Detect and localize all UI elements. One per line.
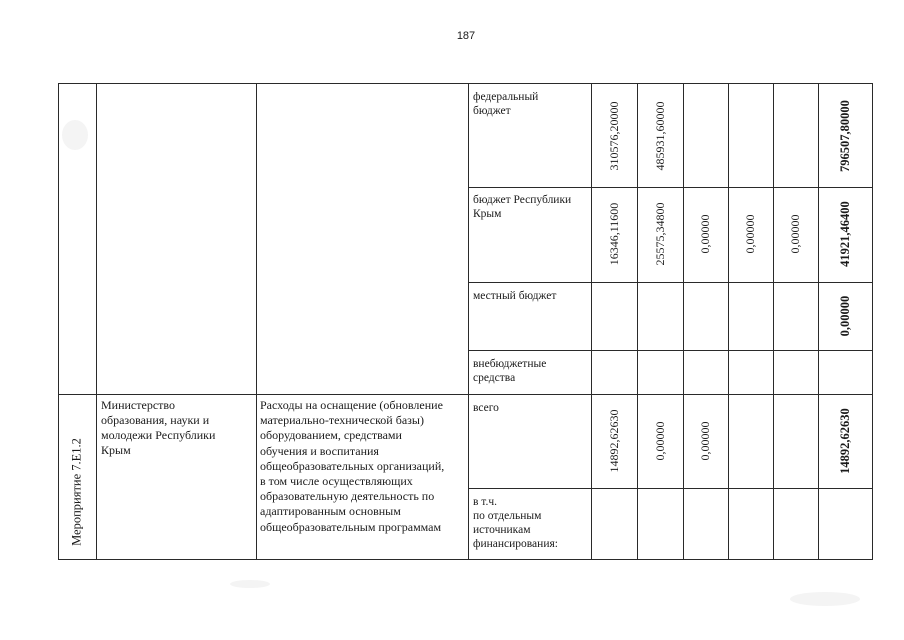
source-republic-budget: бюджет Республики Крым bbox=[473, 194, 572, 220]
column-divider bbox=[468, 83, 469, 560]
scan-smudge bbox=[62, 120, 88, 150]
total-value-1: 14892,62630 bbox=[607, 409, 621, 473]
row-divider bbox=[468, 350, 873, 351]
federal-total: 796507,80000 bbox=[838, 100, 852, 172]
column-divider bbox=[256, 83, 257, 560]
measure-description: Расходы на оснащение (обновление материально-технической базы) оборудованием, средствами обучения и воспитания общеобразовательных организаций, в том числе осуществляющих образовательную деятельность по адаптированным основным общеобразовательным программам bbox=[260, 398, 445, 534]
row-divider-measure bbox=[58, 394, 873, 395]
source-including: в т.ч. по отдельным источникам финансирования: bbox=[473, 496, 558, 550]
measure-executor: Министерство образования, науки и молодежи Республики Крым bbox=[101, 398, 216, 457]
scan-smudge bbox=[230, 580, 270, 588]
column-divider bbox=[773, 83, 774, 560]
total-total: 14892,62630 bbox=[838, 408, 852, 474]
table-border-left bbox=[58, 83, 59, 560]
federal-value-1: 310576,20000 bbox=[607, 101, 621, 171]
source-federal-budget: федеральный бюджет bbox=[473, 91, 539, 117]
source-local-budget: местный бюджет bbox=[473, 290, 557, 302]
republic-value-4: 0,00000 bbox=[743, 214, 757, 254]
republic-value-3: 0,00000 bbox=[698, 214, 712, 254]
row-divider bbox=[468, 282, 873, 283]
table-border-top bbox=[58, 83, 873, 84]
row-divider bbox=[468, 488, 873, 489]
republic-value-1: 16346,11600 bbox=[607, 202, 621, 266]
column-divider bbox=[683, 83, 684, 560]
republic-total: 41921,46400 bbox=[838, 201, 852, 267]
table-border-bottom bbox=[58, 559, 873, 560]
total-value-2: 0,00000 bbox=[653, 421, 667, 461]
measure-label: Мероприятие 7.Е1.2 bbox=[69, 438, 84, 546]
row-divider bbox=[468, 187, 873, 188]
total-value-3: 0,00000 bbox=[698, 421, 712, 461]
republic-value-2: 25575,34800 bbox=[653, 202, 667, 266]
column-divider bbox=[591, 83, 592, 560]
table-border-right bbox=[872, 83, 873, 560]
source-extrabudget: внебюджетные средства bbox=[473, 358, 547, 384]
column-divider bbox=[96, 83, 97, 560]
column-divider bbox=[818, 83, 819, 560]
column-divider bbox=[637, 83, 638, 560]
local-total: 0,00000 bbox=[838, 295, 852, 337]
republic-value-5: 0,00000 bbox=[788, 214, 802, 254]
source-total: всего bbox=[473, 402, 499, 414]
column-divider bbox=[728, 83, 729, 560]
scan-smudge bbox=[790, 592, 860, 606]
page-number: 187 bbox=[456, 30, 476, 42]
federal-value-2: 485931,60000 bbox=[653, 101, 667, 171]
